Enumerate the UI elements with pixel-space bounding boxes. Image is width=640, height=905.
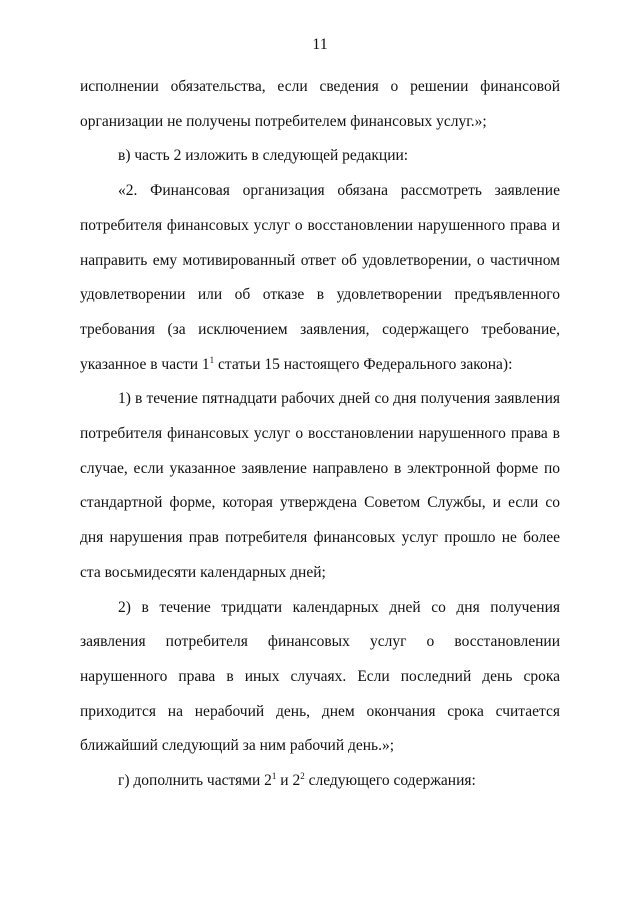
paragraph-amendment-v: в) часть 2 изложить в следующей редакции: <box>118 147 409 165</box>
paragraph-part-2 <box>80 174 560 382</box>
paragraph-item-2: 2) в течение тридцати календарных дней со дня получения заявления потребителя финансовых услуг о восстановлении нарушенного права в иных случаях. Если последний день срока приходится на нерабочий день, днем окончания срока считается ближайший следующий за ним рабочий день.»; <box>80 598 560 755</box>
paragraph-amendment-g <box>80 764 560 799</box>
superscript: 1 <box>271 771 277 782</box>
paragraph-amendment-g-text-end: следующего содержания: <box>304 772 476 790</box>
paragraph-part-2-text-end: статьи 15 настоящего Федерального закона): <box>214 355 513 373</box>
paragraph-item-1: 1) в течение пятнадцати рабочих дней со дня получения заявления потребителя финансовых услуг о восстановлении нарушенного права в случае, если указанное заявление направлено в электронной форме по стандартной форме, которая утверждена Советом Службы, и если со дня нарушения прав потребителя финансовых услуг прошло не более ста восьмидесяти календарных дней; <box>80 390 560 581</box>
superscript: 1 <box>209 354 215 365</box>
paragraph-amendment-g-text-mid: и 2 <box>276 772 301 790</box>
paragraph-part-2-text: «2. Финансовая организация обязана рассмотреть заявление потребителя финансовых услуг о восстановлении нарушенного права и направить ему мотивированный ответ об удовлетворении, о частичном удовлетворении или об отказе в удовлетворении предъявленного требования (за исключением заявления, содержащего требование, указанное в части 1 <box>80 182 560 373</box>
superscript: 2 <box>300 771 305 782</box>
paragraph-amendment-g-text: г) дополнить частями 2 <box>118 772 272 790</box>
paragraph-continuation: исполнении обязательства, если сведения о решении финансовой организации не получены потребителем финансовых услуг.»; <box>80 78 560 130</box>
document-body <box>80 70 560 799</box>
page-number: 11 <box>312 36 328 53</box>
